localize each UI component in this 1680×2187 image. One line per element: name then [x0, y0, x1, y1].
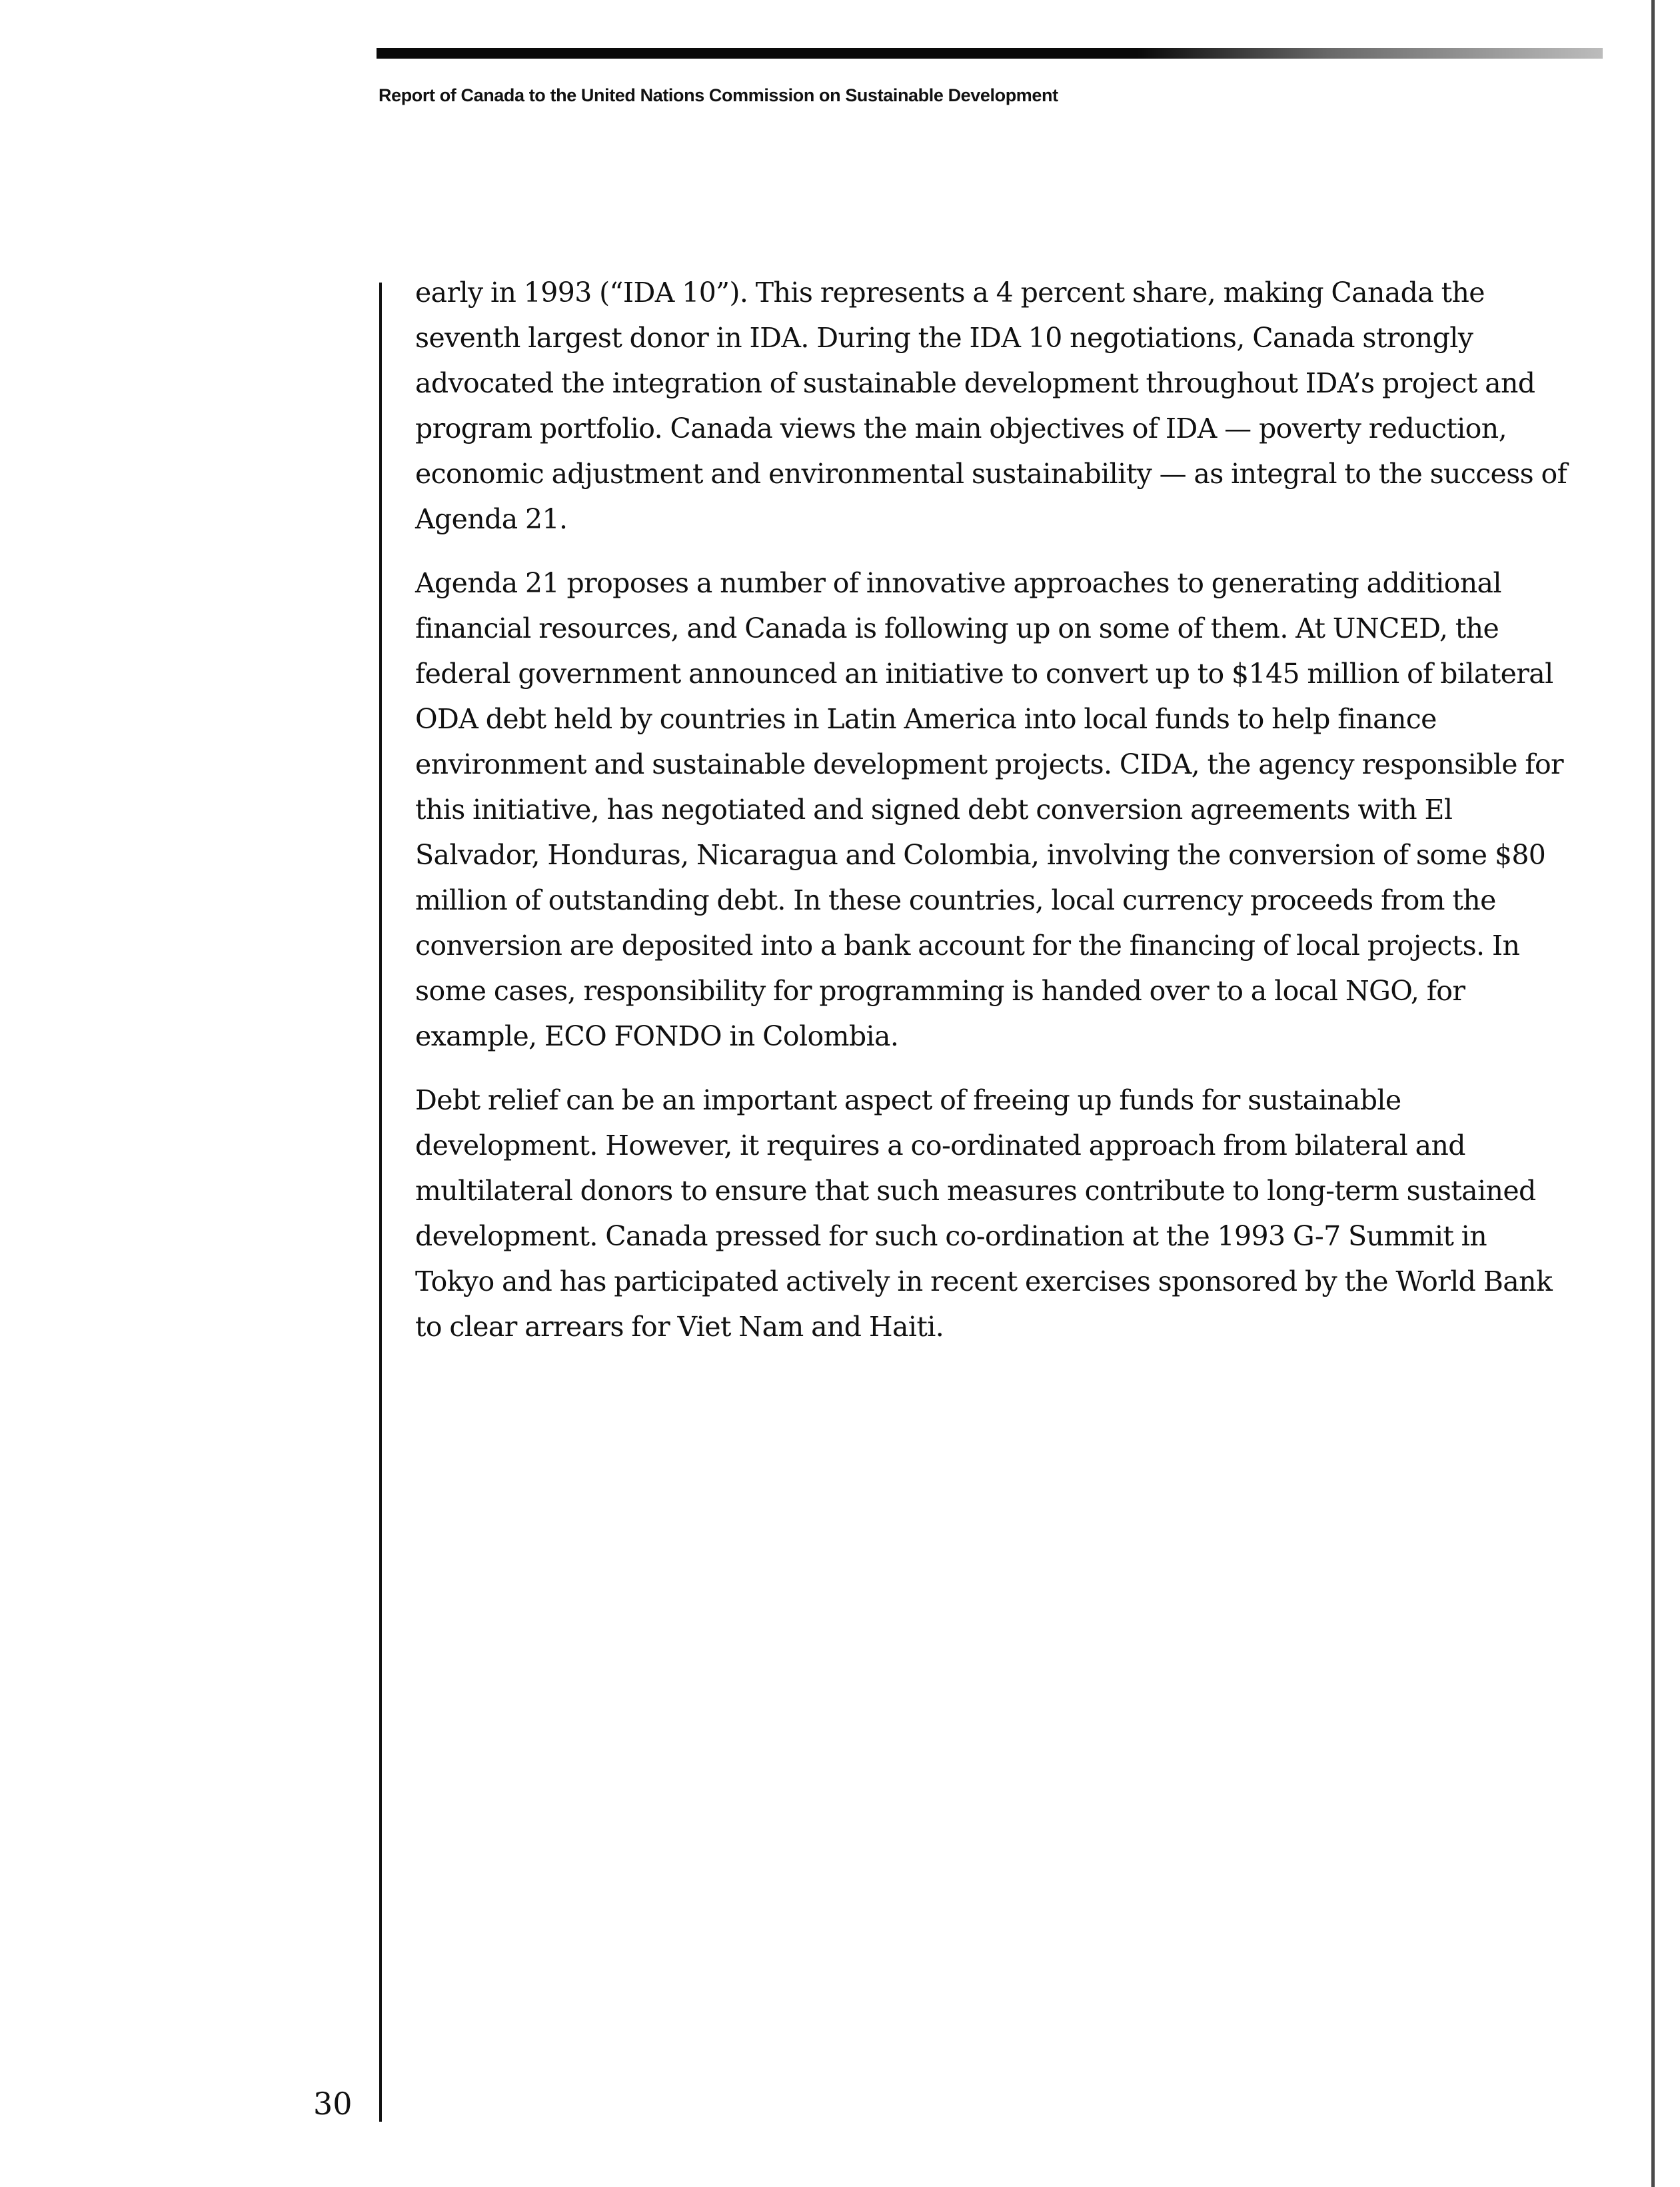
running-header: Report of Canada to the United Nations Commission on Sustainable Development — [379, 85, 1058, 105]
paragraph-debt-relief: Debt relief can be an important aspect of freeing up funds for sustainable development. However, it requires a co-ordinated approach from bilateral and multilateral donors to ensure that such measures contribute to long-term sustained development. Canada pressed for such co-ordination at the 1993 G-7 Summit in Tokyo and has participated actively in recent exercises sponsored by the World Bank to clear arrears for Viet Nam and Haiti. — [415, 1084, 1553, 1343]
page-edge — [1651, 0, 1655, 2187]
page-number: 30 — [313, 2086, 353, 2122]
header-rule — [377, 48, 1603, 59]
margin-rule — [379, 283, 382, 2122]
body-text — [415, 270, 1568, 1368]
paragraph-debt-conversion: Agenda 21 proposes a number of innovative approaches to generating additional financial resources, and Canada is following up on some of them. At UNCED, the federal government announced an initiative to convert up to $145 million of bilateral ODA debt held by countries in Latin America into local funds to help finance environment and sustainable development projects. CIDA, the agency responsible for this initiative, has negotiated and signed debt conversion agreements with El Salvador, Honduras, Nicaragua and Colombia, involving the conversion of some $80 million of outstanding debt. In these countries, local currency proceeds from the conversion are deposited into a bank account for the financing of local projects. In some cases, responsibility for programming is handed over to a local NGO, for example, ECO FONDO in Colombia. — [415, 567, 1564, 1052]
paragraph-ida-contribution: early in 1993 (“IDA 10”). This represents a 4 percent share, making Canada the seventh largest donor in IDA. During the IDA 10 negotiations, Canada strongly advocated the integration of sustainable development throughout IDA’s project and program portfolio. Canada views the main objectives of IDA — poverty reduction, economic adjustment and environmental sustainability — as integral to the success of Agenda 21. — [415, 277, 1567, 535]
